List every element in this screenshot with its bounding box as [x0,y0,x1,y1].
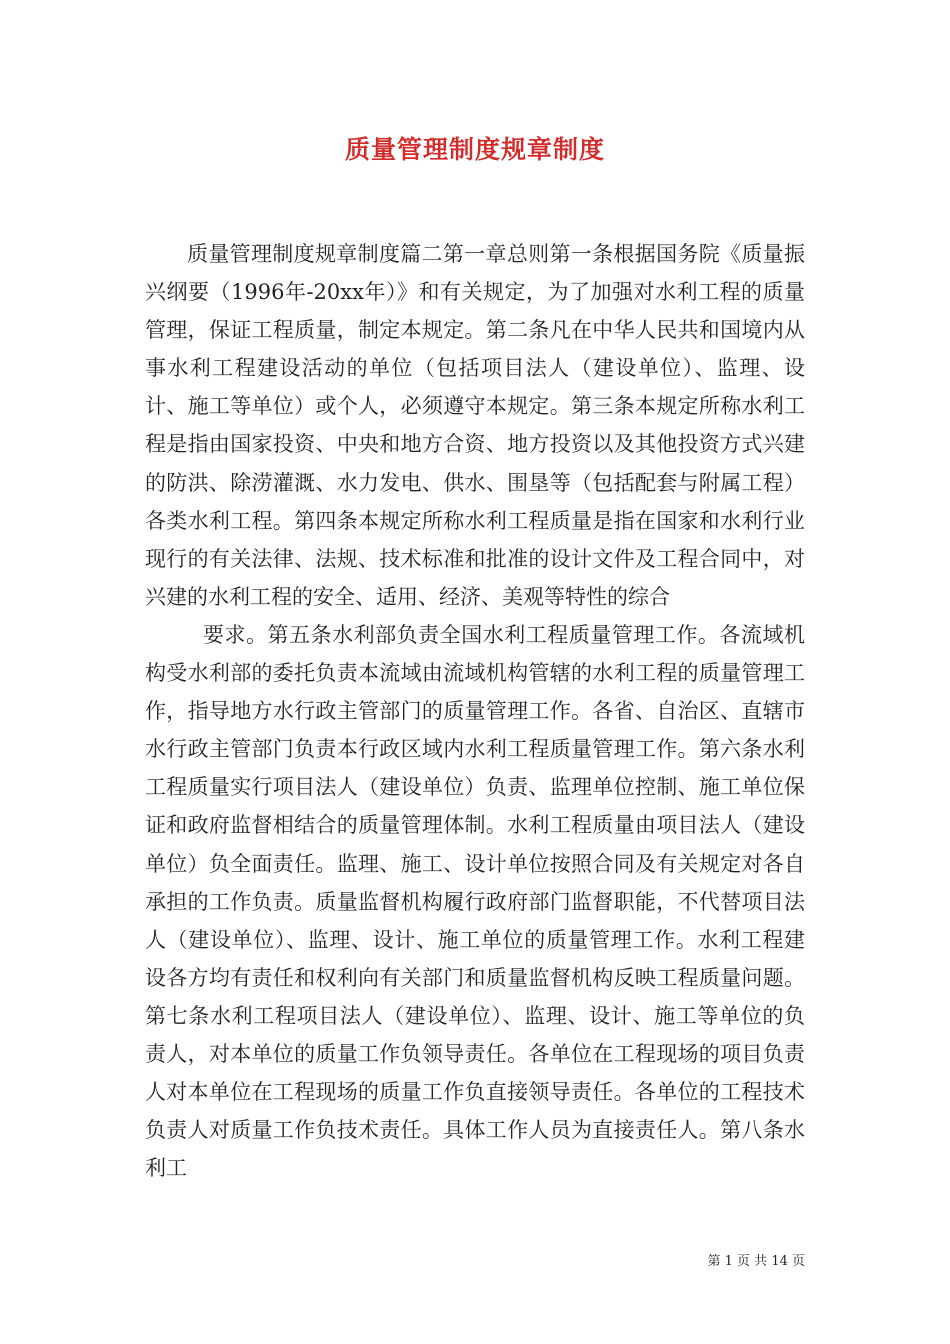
paragraph-1: 质量管理制度规章制度篇二第一章总则第一条根据国务院《质量振兴纲要（1996年-20xx年）》和有关规定，为了加强对水利工程的质量管理，保证工程质量，制定本规定。第二条凡在中华人民共和国境内从事水利工程建设活动的单位（包括项目法人（建设单位）、监理、设计、施工等单位）或个人，必须遵守本规定。第三条本规定所称水利工程是指由国家投资、中央和地方合资、地方投资以及其他投资方式兴建的防洪、除涝灌溉、水力发电、供水、围垦等（包括配套与附属工程）各类水利工程。第四条本规定所称水利工程质量是指在国家和水利行业现行的有关法律、法规、技术标准和批准的设计文件及工程合同中，对兴建的水利工程的安全、适用、经济、美观等特性的综合 [145,242,805,609]
document-body [145,235,805,1187]
page-number-footer: 第 1 页 共 14 页 [707,1254,805,1269]
document-title: 质量管理制度规章制度 [344,135,605,164]
paragraph-2: 要求。第五条水利部负责全国水利工程质量管理工作。各流域机构受水利部的委托负责本流域由流域机构管辖的水利工程的质量管理工作，指导地方水行政主管部门的质量管理工作。各省、自治区、直辖市水行政主管部门负责本行政区域内水利工程质量管理工作。第六条水利工程质量实行项目法人（建设单位）负责、监理单位控制、施工单位保证和政府监督相结合的质量管理体制。水利工程质量由项目法人（建设单位）负全面责任。监理、施工、设计单位按照合同及有关规定对各自承担的工作负责。质量监督机构履行政府部门监督职能，不代替项目法人（建设单位）、监理、设计、施工单位的质量管理工作。水利工程建设各方均有责任和权利向有关部门和质量监督机构反映工程质量问题。第七条水利工程项目法人（建设单位）、监理、设计、施工等单位的负责人，对本单位的质量工作负领导责任。各单位在工程现场的项目负责人对本单位在工程现场的质量工作负直接领导责任。各单位的工程技术负责人对质量工作负技术责任。具体工作人员为直接责任人。第八条水利工 [145,622,805,1181]
